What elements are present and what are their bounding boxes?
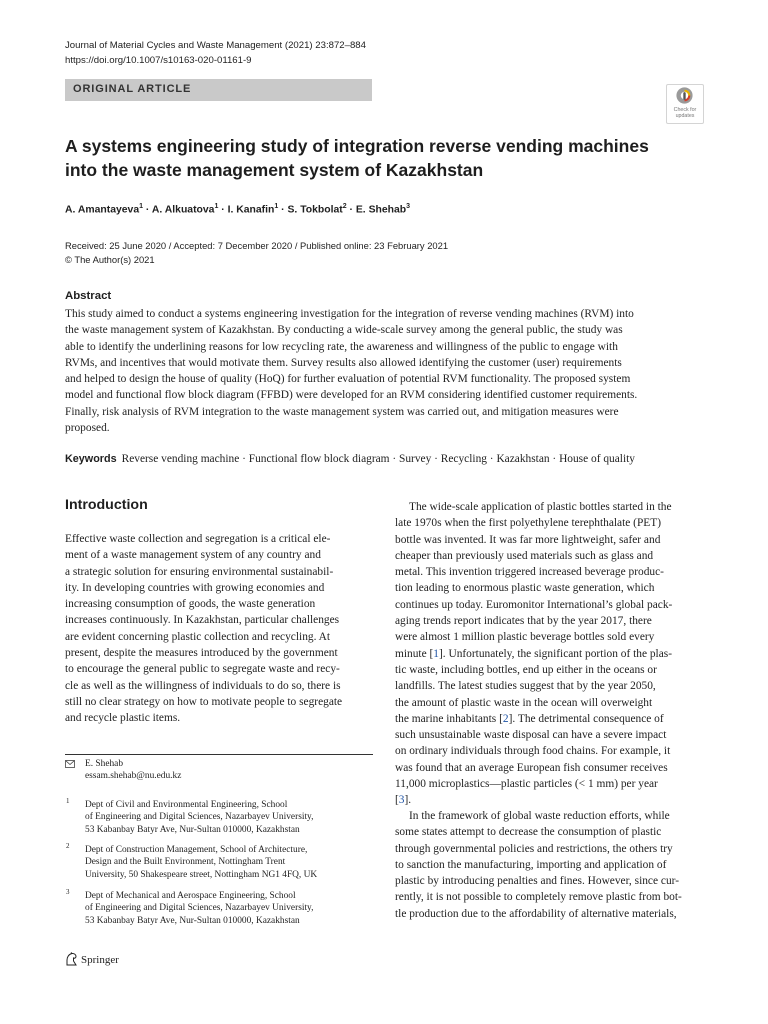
body-line: a strategic solution for ensuring environmental sustainabil- xyxy=(65,565,334,578)
body-line: still no clear strategy on how to motivate people to segregate xyxy=(65,695,343,708)
article-type-label: ORIGINAL ARTICLE xyxy=(73,83,192,95)
title-line: into the waste management system of Kazakhstan xyxy=(65,160,484,180)
crossmark-text-1: Check for xyxy=(673,107,697,113)
title-line: A systems engineering study of integration reverse vending machines xyxy=(65,136,649,156)
body-line: cle as well as the willingness of individuals to do so, there is xyxy=(65,679,341,692)
body-line: the amount of plastic waste in the ocean will overweight xyxy=(395,696,653,709)
body-line: aging trends report indicates that by the year 2017, there xyxy=(395,615,652,628)
author-name[interactable]: E. Shehab xyxy=(355,204,407,216)
text-fragment: [ xyxy=(395,794,399,807)
abstract-line: Finally, risk analysis of RVM integration to the waste management system was carried out, and mitigation measures were xyxy=(65,405,619,418)
body-line: ity. In developing countries with growing economies and xyxy=(65,581,325,594)
body-line: rently, it is not possible to completely remove plastic from bot- xyxy=(395,891,682,904)
body-line: cheaper than previously used materials such as glass and xyxy=(395,549,654,562)
body-line: were almost 1 million plastic beverage bottles sold every xyxy=(395,631,655,644)
publication-dates: Received: 25 June 2020 / Accepted: 7 December 2020 / Published online: 23 February 2021 xyxy=(65,240,449,251)
body-line: The wide-scale application of plastic bottles started in the xyxy=(409,501,672,513)
body-line: In the framework of global waste reduction efforts, while xyxy=(409,810,670,822)
body-line: to sanction the manufacturing, importing and application of xyxy=(395,858,667,871)
author-affiliation: 1 xyxy=(274,203,279,210)
affiliation-line: Design and the Built Environment, Nottingham Trent xyxy=(85,857,286,868)
author-name[interactable]: A. Alkuatova xyxy=(151,204,215,216)
publisher-logo xyxy=(65,952,119,966)
envelope-icon xyxy=(65,760,75,768)
affiliation-line: Dept of Construction Management, School of Architecture, xyxy=(85,845,308,855)
affiliation-number: 1 xyxy=(66,797,70,805)
footnote-divider xyxy=(65,754,373,755)
author-list: A. Amantayeva$^1$ · A. Alkuatova$^1$ · I. Kanafin$^1$ · S. Tokbolat$^2$ · E. Shehab$^3$ xyxy=(65,203,411,216)
author-affiliation: 3 xyxy=(406,203,411,210)
body-line: ment of a waste management system of any country and xyxy=(65,549,321,562)
affiliation-number: 2 xyxy=(66,842,70,850)
citation-link[interactable]: 1 xyxy=(433,647,439,660)
body-line: some states attempt to decrease the consumption of plastic xyxy=(395,826,662,839)
author-name[interactable]: S. Tokbolat xyxy=(287,204,343,216)
section-heading-introduction: Introduction xyxy=(65,497,148,513)
body-line: present, despite the measures introduced by the government xyxy=(65,647,338,660)
abstract-body xyxy=(65,306,703,436)
body-line: tion leading to enormous plastic waste generation, which xyxy=(395,582,655,595)
check-for-updates-badge[interactable] xyxy=(666,84,704,124)
text-fragment: the marine inhabitants [ xyxy=(395,712,503,725)
author-affiliation: 1 xyxy=(139,203,144,210)
affiliation-number: 3 xyxy=(66,888,70,896)
abstract-line: model and functional flow block diagram (FFBD) were developed for an RVM considering identified customer requirements. xyxy=(65,389,638,402)
abstract-line: and helped to design the house of quality (HoQ) for further evaluation of potential RVM functionality. The proposed system xyxy=(65,373,631,386)
intro-right-paragraph-2 xyxy=(395,808,705,922)
body-line: tle production due to the affordability of alternative materials, xyxy=(395,907,677,920)
intro-left-paragraph xyxy=(65,531,375,727)
publisher-name: Springer xyxy=(81,954,119,966)
crossmark-icon xyxy=(676,87,693,104)
body-line: to encourage the general public to segregate waste and recy- xyxy=(65,663,340,676)
body-line: increases continuously. In Kazakhstan, particular challenges xyxy=(65,614,340,627)
crossmark-text-2: updates xyxy=(675,113,695,119)
text-fragment: ]. Unfortunately, the significant portion of the plas- xyxy=(438,647,673,660)
author-name[interactable]: I. Kanafin xyxy=(227,204,275,216)
body-line: tic waste, including bottles, end up either in the oceans or xyxy=(395,663,657,676)
doi-link[interactable]: https://doi.org/10.1007/s10163-020-01161-9 xyxy=(65,55,252,66)
body-line xyxy=(395,646,705,662)
body-line: through governmental policies and restrictions, the others try xyxy=(395,842,673,855)
body-line: 11,000 microplastics—plastic particles (< 1 mm) per year xyxy=(395,778,658,791)
body-line: Effective waste collection and segregation is a critical ele- xyxy=(65,533,331,545)
abstract-heading: Abstract xyxy=(65,290,112,302)
corresponding-author-email[interactable]: essam.shehab@nu.edu.kz xyxy=(85,771,182,782)
affiliation-3 xyxy=(85,890,313,927)
body-line xyxy=(395,711,705,727)
article-type-bar xyxy=(65,79,372,101)
body-line: on ordinary individuals through food chains. For example, it xyxy=(395,745,671,758)
abstract-line: the waste management system of Kazakhstan. By conducting a wide-scale survey among the general public, the study was xyxy=(65,324,623,337)
affiliation-line: of Engineering and Digital Sciences, Nazarbayev University, xyxy=(85,812,314,823)
body-line: increasing consumption of goods, the waste generation xyxy=(65,598,316,611)
abstract-line: RVMs, and incentives that would motivate them. Survey results also allowed identifying the customer (user) requirements xyxy=(65,356,622,369)
affiliation-line: 53 Kabanbay Batyr Ave, Nur-Sultan 010000, Kazakhstan xyxy=(85,824,300,835)
author-affiliation: 2 xyxy=(342,203,347,210)
body-line xyxy=(395,792,705,808)
abstract-line: proposed. xyxy=(65,422,110,435)
author-name[interactable]: A. Amantayeva xyxy=(65,204,140,216)
body-line: continues up today. Euromonitor International’s global pack- xyxy=(395,598,673,611)
corresponding-author xyxy=(85,758,181,783)
corresponding-author-name: E. Shehab xyxy=(85,759,124,769)
body-line: was found that an average European fish consumer receives xyxy=(395,761,668,774)
journal-citation: Journal of Material Cycles and Waste Management (2021) 23:872–884 xyxy=(65,40,366,51)
abstract-line: able to identify the underlining reasons for low recycling rate, the awareness and willingness of the public to engage with xyxy=(65,340,618,353)
affiliation-line: 53 Kabanbay Batyr Ave, Nur-Sultan 010000, Kazakhstan xyxy=(85,915,300,926)
text-fragment: ]. The detrimental consequence of xyxy=(508,712,664,725)
article-title xyxy=(65,134,695,182)
body-line: metal. This invention triggered increased beverage produc- xyxy=(395,566,664,579)
body-line: such unsustainable waste disposal can have a severe impact xyxy=(395,729,667,742)
affiliation-line: Dept of Mechanical and Aerospace Engineering, School xyxy=(85,891,296,901)
keywords-text: Reverse vending machine · Functional flow block diagram · Survey · Recycling · Kazakhstan · House of quality xyxy=(121,453,635,465)
citation-link[interactable]: 3 xyxy=(398,794,405,807)
keywords xyxy=(65,453,635,465)
copyright: © The Author(s) 2021 xyxy=(65,254,155,265)
body-line: are evident concerning plastic collection and recycling. At xyxy=(65,630,331,643)
body-line: late 1970s when the first polyethylene terephthalate (PET) xyxy=(395,517,662,530)
text-fragment: minute [ xyxy=(395,647,434,660)
body-line: bottle was invented. It was far more lightweight, safer and xyxy=(395,533,661,546)
citation-link[interactable]: 2 xyxy=(502,712,509,725)
keywords-label: Keywords xyxy=(65,453,117,465)
text-fragment: ]. xyxy=(404,794,412,807)
affiliation-1 xyxy=(85,799,313,836)
intro-right-paragraph-1 xyxy=(395,499,705,809)
body-line: plastic by introducing penalties and fines. However, since cur- xyxy=(395,875,679,888)
abstract-line: This study aimed to conduct a systems engineering investigation for the integration of reverse vending machines (RVM) into xyxy=(65,308,634,320)
body-line: and recycle plastic items. xyxy=(65,712,181,725)
affiliation-line: Dept of Civil and Environmental Engineering, School xyxy=(85,800,288,810)
affiliation-line: of Engineering and Digital Sciences, Nazarbayev University, xyxy=(85,903,314,914)
springer-horse-icon xyxy=(65,952,78,966)
affiliation-line: University, 50 Shakespeare street, Nottingham NG1 4FQ, UK xyxy=(85,869,318,880)
body-line: landfills. The latest studies suggest that by the year 2050, xyxy=(395,680,656,693)
affiliation-2 xyxy=(85,844,317,881)
author-affiliation: 1 xyxy=(214,203,219,210)
